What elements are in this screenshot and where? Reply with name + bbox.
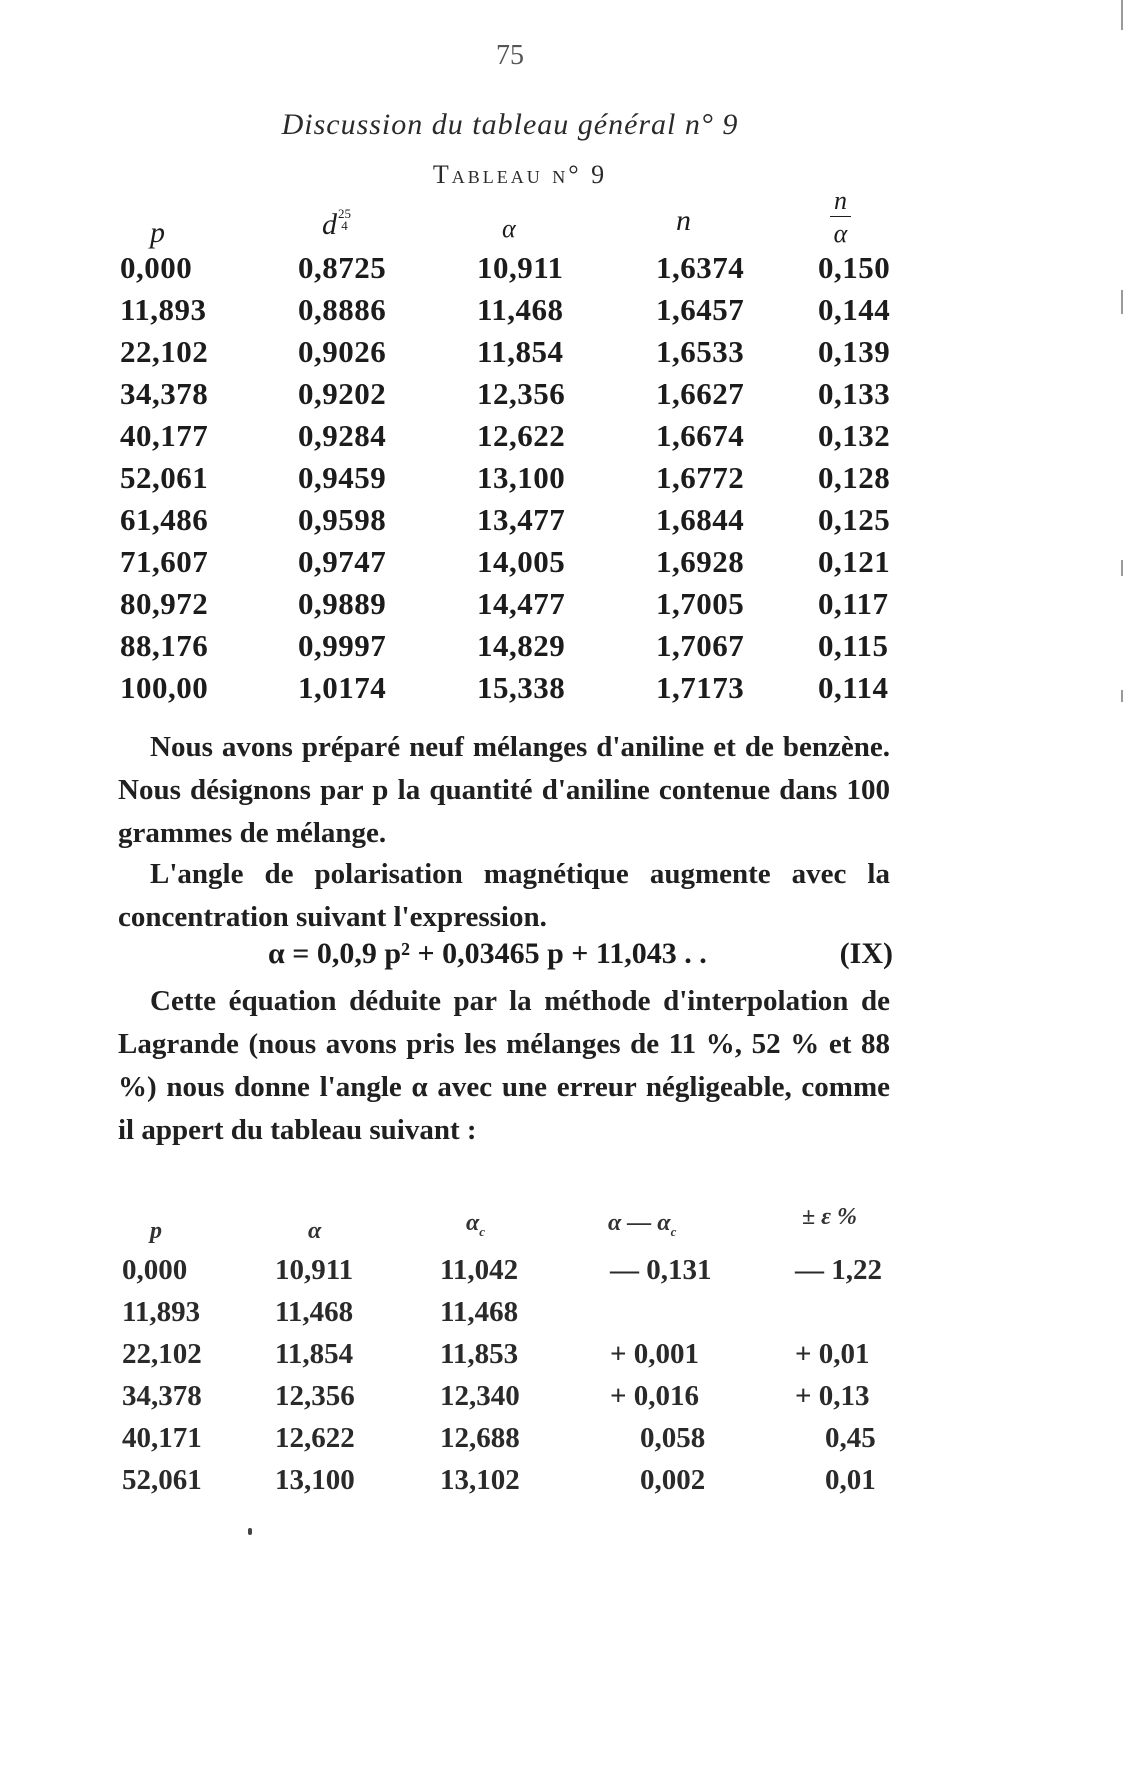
ratio-denominator: α (833, 219, 848, 248)
scan-edge-mark (1121, 560, 1123, 576)
cell-alpha: 11,854 (477, 334, 564, 369)
cell-alpha: 13,100 (275, 1464, 355, 1496)
cell-alpha: 10,911 (477, 250, 564, 285)
cell-density: 1,0174 (298, 670, 387, 705)
cell-p: 61,486 (120, 502, 209, 537)
cell-p: 11,893 (120, 292, 207, 327)
cell-alpha: 11,468 (477, 292, 564, 327)
cell-n: 1,6374 (656, 250, 745, 285)
density-temperature: 25 (338, 206, 351, 221)
cell-n: 1,7173 (656, 670, 745, 705)
cell-alpha: 14,829 (477, 628, 566, 663)
table2 (100, 1254, 900, 1506)
cell-alpha: 14,477 (477, 586, 566, 621)
table-row (100, 460, 900, 502)
cell-alpha: 11,468 (275, 1296, 354, 1328)
scan-edge-mark (1121, 690, 1123, 702)
cell-alpha-computed: 12,688 (440, 1422, 520, 1454)
cell-alpha: 12,356 (477, 376, 566, 411)
cell-p: 34,378 (120, 376, 209, 411)
page-number: 75 (496, 40, 524, 71)
cell-ratio: 0,133 (818, 376, 891, 411)
cell-ratio: 0,117 (818, 586, 889, 621)
paragraph-mixtures: Nous avons préparé neuf mélanges d'aniline et de benzène. Nous désignons par p la quantité d'aniline contenue dans 100 grammes de mélange. (118, 731, 890, 849)
table-row (100, 586, 900, 628)
cell-density: 0,8886 (298, 292, 387, 327)
cell-ratio: 0,114 (818, 670, 889, 705)
table-row (100, 502, 900, 544)
cell-alpha-computed: 11,468 (440, 1296, 519, 1328)
table2-header-alpha-computed (466, 1210, 485, 1240)
cell-p: 71,607 (120, 544, 209, 579)
table-row (100, 1338, 900, 1380)
cell-n: 1,6627 (656, 376, 745, 411)
cell-p: 88,176 (120, 628, 209, 663)
cell-n: 1,6844 (656, 502, 745, 537)
cell-p: 52,061 (120, 460, 209, 495)
cell-difference: 0,002 (640, 1464, 706, 1496)
table-row (100, 628, 900, 670)
cell-p: 40,177 (120, 418, 209, 453)
table2-header-p: p (150, 1218, 162, 1244)
cell-p: 22,102 (120, 334, 209, 369)
cell-alpha: 10,911 (275, 1254, 354, 1286)
cell-error-percent: + 0,01 (795, 1338, 870, 1370)
cell-difference: — 0,131 (610, 1254, 712, 1286)
cell-density: 0,9202 (298, 376, 387, 411)
table-row (100, 1296, 900, 1338)
paragraph-interpolation: Cette équation déduite par la méthode d'interpolation de Lagrande (nous avons pris les mélanges de 11 %, 52 % et 88 %) nous donne l'angle α avec une erreur négligeable, comme il appert du tableau suivant : (118, 985, 890, 1146)
table-row (100, 544, 900, 586)
cell-alpha: 13,477 (477, 502, 566, 537)
cell-ratio: 0,144 (818, 292, 891, 327)
cell-p: 52,061 (122, 1464, 202, 1496)
table-row (100, 292, 900, 334)
scan-edge-mark (1121, 0, 1123, 30)
cell-p: 80,972 (120, 586, 209, 621)
ratio-numerator: n (830, 188, 851, 217)
table1-header-p: p (150, 216, 165, 249)
cell-n: 1,6928 (656, 544, 745, 579)
equation-body: α = 0,0,9 p² + 0,03465 p + 11,043 . . (268, 937, 707, 970)
cell-density: 0,9889 (298, 586, 387, 621)
cell-error-percent: 0,01 (825, 1464, 876, 1496)
equation-ix (268, 937, 893, 971)
cell-difference: + 0,001 (610, 1338, 700, 1370)
cell-ratio: 0,121 (818, 544, 891, 579)
table-row (100, 670, 900, 712)
alpha-computed-symbol: α (466, 1210, 480, 1236)
table-row (100, 418, 900, 460)
table1-header-alpha: α (502, 214, 516, 243)
cell-alpha-computed: 13,102 (440, 1464, 520, 1496)
table-row (100, 1464, 900, 1506)
equation-label: (IX) (839, 937, 893, 970)
cell-density: 0,9598 (298, 502, 387, 537)
alpha-computed-subscript: c (479, 1223, 486, 1239)
ink-speck (248, 1528, 252, 1535)
cell-p: 11,893 (122, 1296, 201, 1328)
table-row (100, 250, 900, 292)
section-title: Discussion du tableau général n° 9 (281, 108, 739, 141)
density-symbol: d (322, 208, 337, 241)
cell-alpha: 15,338 (477, 670, 566, 705)
cell-p: 34,378 (122, 1380, 202, 1412)
cell-ratio: 0,128 (818, 460, 891, 495)
cell-density: 0,9747 (298, 544, 387, 579)
cell-p: 22,102 (122, 1338, 202, 1370)
cell-error-percent: 0,45 (825, 1422, 876, 1454)
cell-ratio: 0,125 (818, 502, 891, 537)
difference-symbol: α — α (608, 1210, 671, 1236)
cell-n: 1,6533 (656, 334, 745, 369)
cell-ratio: 0,150 (818, 250, 891, 285)
cell-density: 0,9026 (298, 334, 387, 369)
cell-difference: 0,058 (640, 1422, 706, 1454)
cell-alpha: 12,622 (477, 418, 566, 453)
table-row (100, 1422, 900, 1464)
cell-n: 1,7067 (656, 628, 745, 663)
difference-subscript: c (670, 1223, 677, 1239)
table-row (100, 1254, 900, 1296)
cell-n: 1,6674 (656, 418, 745, 453)
table1 (100, 250, 900, 712)
cell-error-percent: + 0,13 (795, 1380, 870, 1412)
table-row (100, 334, 900, 376)
density-reference: 4 (341, 218, 348, 233)
cell-n: 1,7005 (656, 586, 745, 621)
cell-n: 1,6457 (656, 292, 745, 327)
table2-header-error-percent: ± ε % (802, 1204, 858, 1230)
cell-p: 0,000 (120, 250, 193, 285)
table-row (100, 376, 900, 418)
cell-density: 0,8725 (298, 250, 387, 285)
cell-ratio: 0,132 (818, 418, 891, 453)
cell-p: 40,171 (122, 1422, 202, 1454)
cell-alpha-computed: 11,042 (440, 1254, 519, 1286)
cell-n: 1,6772 (656, 460, 745, 495)
cell-error-percent: — 1,22 (795, 1254, 882, 1286)
cell-alpha-computed: 11,853 (440, 1338, 519, 1370)
cell-alpha: 14,005 (477, 544, 566, 579)
cell-density: 0,9284 (298, 418, 387, 453)
cell-alpha-computed: 12,340 (440, 1380, 520, 1412)
cell-alpha: 12,356 (275, 1380, 355, 1412)
cell-ratio: 0,139 (818, 334, 891, 369)
cell-alpha: 13,100 (477, 460, 566, 495)
table2-header-alpha: α (308, 1218, 322, 1244)
table-title: Tableau n° 9 (432, 160, 608, 189)
cell-p: 100,00 (120, 670, 209, 705)
paragraph-polarisation: L'angle de polarisation magnétique augmente avec la concentration suivant l'expression. (118, 858, 890, 933)
scan-edge-mark (1121, 290, 1123, 314)
cell-alpha: 12,622 (275, 1422, 355, 1454)
cell-difference: + 0,016 (610, 1380, 700, 1412)
cell-p: 0,000 (122, 1254, 188, 1286)
table1-header-n: n (676, 204, 691, 237)
table2-header-difference (608, 1210, 676, 1240)
cell-ratio: 0,115 (818, 628, 889, 663)
cell-alpha: 11,854 (275, 1338, 354, 1370)
cell-density: 0,9997 (298, 628, 387, 663)
table1-header-ratio (830, 188, 851, 249)
cell-density: 0,9459 (298, 460, 387, 495)
table-row (100, 1380, 900, 1422)
table1-header-density (322, 208, 351, 242)
